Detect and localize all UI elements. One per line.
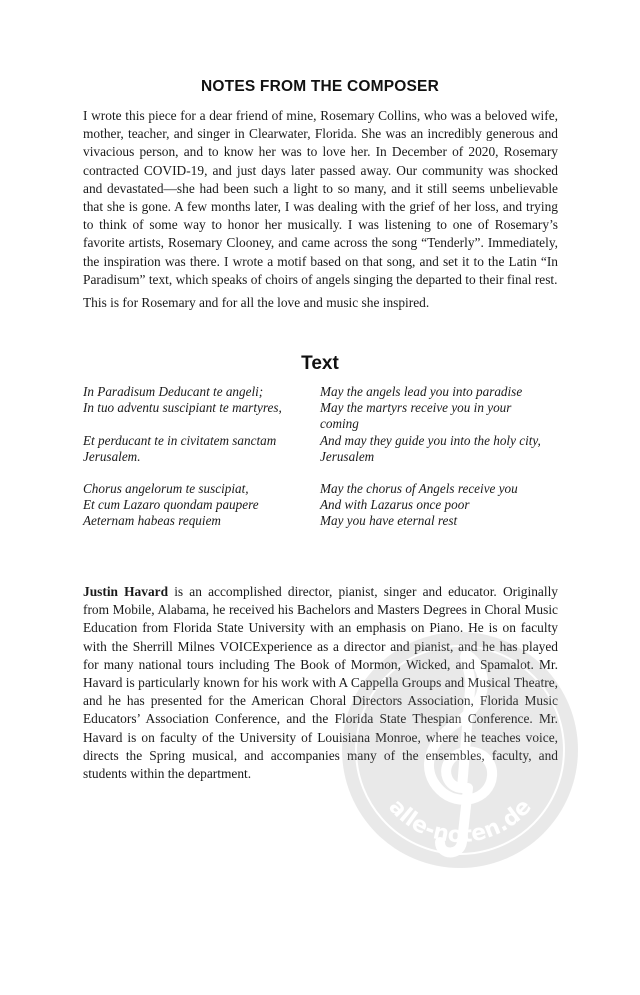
treble-clef-icon	[340, 630, 580, 870]
composer-notes-paragraph: I wrote this piece for a dear friend of mine, Rosemary Collins, who was a beloved wife, mother, teacher, and singer in Clearwater, Florida. She was an incredibly generous and vivacious person, and to know her was to love her. In December of 2020, Rosemary contracted COVID-19, and just days later passed away. Our community was shocked and devastated—she had been such a light to so many, and it still seems unbelievable that she is gone. A few months later, I was dealing with the grief of her loss, and trying to think of some way to honor her musically. I was listening to one of Rosemary’s favorite artists, Rosemary Clooney, and came across the song “Tenderly”. Immediately, the inspiration was there. I wrote a motif based on that song, and set it to the Latin “In Paradisum” text, which speaks of choirs of angels singing the departed to their final rest.	[83, 108, 558, 287]
english-line: May the martyrs receive you in your	[320, 399, 512, 415]
watermark-text: alle-noten.de	[383, 794, 537, 849]
biography-text: is an accomplished director, pianist, singer and educator. Originally from Mobile, Alabama, he received his Bachelors and Masters Degrees in Choral Music Education from Florida State University with an emphasis on Piano. He is on faculty with the Sherrill Milnes VOICExperience as a director and pianist, and he has played for many national tours including The Book of Mormon, Wicked, and Spamalot. Mr. Havard is particularly known for his work with A Cappella Groups and Musical Theatre, and he has presented for the American Choral Directors Association, Florida Music Educators’ Association Conference, and the Florida State Thespian Conference. Mr. Havard is on faculty of the University of Louisiana Monroe, where he teaches voice, directs the Spring musical, and accompanies many of the ensembles, faculty, and students within the department.	[83, 584, 558, 782]
text-heading: Text	[301, 353, 339, 374]
english-line: May you have eternal rest	[320, 512, 458, 528]
latin-line: Aeternam habeas requiem	[83, 512, 221, 528]
latin-line: Et perducant te in civitatem sanctam	[83, 433, 277, 448]
latin-line: In Paradisum Deducant te angeli;	[83, 384, 264, 399]
latin-stanza	[83, 384, 308, 416]
latin-line: Chorus angelorum te suscipiat,	[83, 481, 249, 496]
latin-line: Et cum Lazaro quondam paupere	[83, 496, 259, 512]
english-stanza	[320, 433, 550, 465]
english-stanza	[320, 384, 550, 431]
composer-name: Justin Havard	[83, 584, 169, 599]
latin-line: Jerusalem.	[83, 448, 141, 464]
dedication-paragraph: This is for Rosemary and for all the love and music she inspired.	[83, 295, 430, 310]
english-line: Jerusalem	[320, 448, 375, 464]
latin-stanza	[83, 481, 308, 528]
english-line: coming	[320, 415, 359, 431]
composer-notes-heading: NOTES FROM THE COMPOSER	[201, 78, 439, 95]
english-line: May the angels lead you into paradise	[320, 384, 523, 399]
english-line: And may they guide you into the holy city,	[320, 433, 541, 448]
english-stanza	[320, 481, 550, 528]
latin-stanza	[83, 433, 308, 465]
english-line: May the chorus of Angels receive you	[320, 481, 518, 496]
english-line: And with Lazarus once poor	[320, 496, 470, 512]
latin-line: In tuo adventu suscipiant te martyres,	[83, 399, 282, 415]
